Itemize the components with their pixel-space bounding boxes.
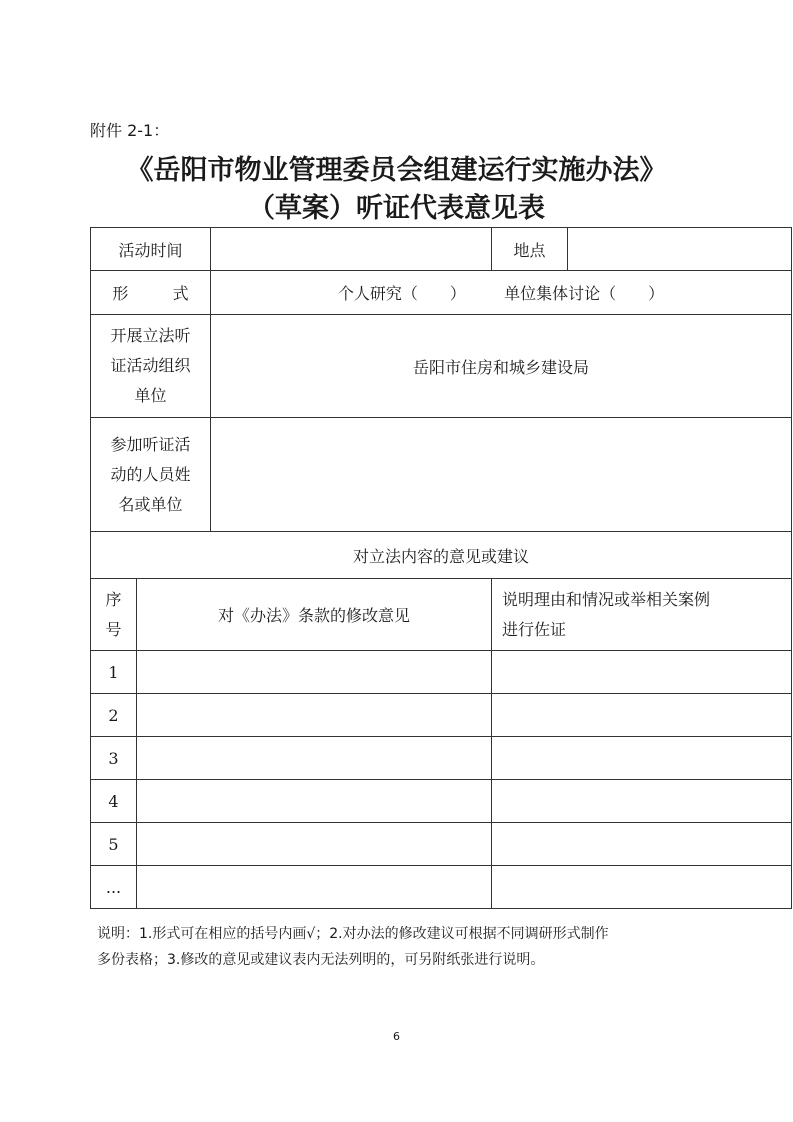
row-modification-cell[interactable] (137, 823, 492, 866)
table-row (91, 866, 792, 909)
row-reason-cell[interactable] (492, 651, 792, 694)
row-seq: 3 (91, 737, 137, 780)
table-row (91, 651, 792, 694)
form-type-label-b: 式 (172, 284, 189, 303)
row-reason-cell[interactable] (492, 780, 792, 823)
form-note-line: 说明：1.形式可在相应的括号内画√；2.对办法的修改建议可根据不同调研形式制作 (97, 926, 609, 942)
activity-time-field[interactable] (211, 228, 492, 271)
col-seq-header-line: 号 (105, 619, 122, 639)
form-type-label (91, 271, 211, 315)
form-type-options (211, 271, 792, 315)
row-modification-cell[interactable] (137, 737, 492, 780)
col-reason-header-line: 说明理由和情况或举相关案例 (502, 589, 711, 609)
row-seq: 1 (91, 651, 137, 694)
col-modification-header: 对《办法》条款的修改意见 (137, 579, 492, 651)
table-row (91, 823, 792, 866)
col-seq-header-line: 序 (105, 589, 122, 609)
row-seq: 2 (91, 694, 137, 737)
row-reason-cell[interactable] (492, 694, 792, 737)
participants-label (91, 418, 211, 532)
participants-label-line: 名或单位 (118, 494, 183, 514)
option-individual-research[interactable]: 个人研究（ ） (337, 284, 466, 303)
row-seq: ... (91, 866, 137, 909)
table-row (91, 694, 792, 737)
document-subtitle: （草案）听证代表意见表 (248, 193, 545, 224)
document-title: 《岳阳市物业管理委员会组建运行实施办法》 (126, 155, 667, 186)
table-row (91, 780, 792, 823)
page-number: 6 (393, 1030, 400, 1043)
table-row (91, 737, 792, 780)
form-type-label-a: 形 (112, 284, 129, 303)
organizer-label-line: 证活动组织 (110, 356, 191, 375)
opinion-form-table (90, 227, 792, 909)
row-modification-cell[interactable] (137, 651, 492, 694)
row-reason-cell[interactable] (492, 823, 792, 866)
organizer-value: 岳阳市住房和城乡建设局 (211, 315, 792, 418)
activity-time-label: 活动时间 (91, 228, 211, 271)
option-collective-discussion[interactable]: 单位集体讨论（ ） (504, 284, 665, 303)
organizer-label-line: 开展立法听 (110, 326, 191, 345)
location-label: 地点 (492, 228, 568, 271)
form-note-line: 多份表格；3.修改的意见或建议表内无法列明的，可另附纸张进行说明。 (97, 952, 545, 968)
row-reason-cell[interactable] (492, 737, 792, 780)
row-modification-cell[interactable] (137, 694, 492, 737)
participants-label-line: 动的人员姓 (110, 464, 191, 484)
organizer-label-line: 单位 (134, 386, 167, 405)
col-reason-header-line: 进行佐证 (502, 619, 567, 639)
form-note (97, 921, 697, 973)
col-reason-header (492, 579, 792, 651)
opinions-header: 对立法内容的意见或建议 (91, 532, 792, 579)
participants-field[interactable] (211, 418, 792, 532)
col-seq-header (91, 579, 137, 651)
row-seq: 4 (91, 780, 137, 823)
organizer-label (91, 315, 211, 418)
row-seq: 5 (91, 823, 137, 866)
location-field[interactable] (568, 228, 792, 271)
row-reason-cell[interactable] (492, 866, 792, 909)
attachment-label: 附件 2-1： (90, 121, 170, 140)
row-modification-cell[interactable] (137, 866, 492, 909)
participants-label-line: 参加听证活 (110, 434, 191, 454)
row-modification-cell[interactable] (137, 780, 492, 823)
